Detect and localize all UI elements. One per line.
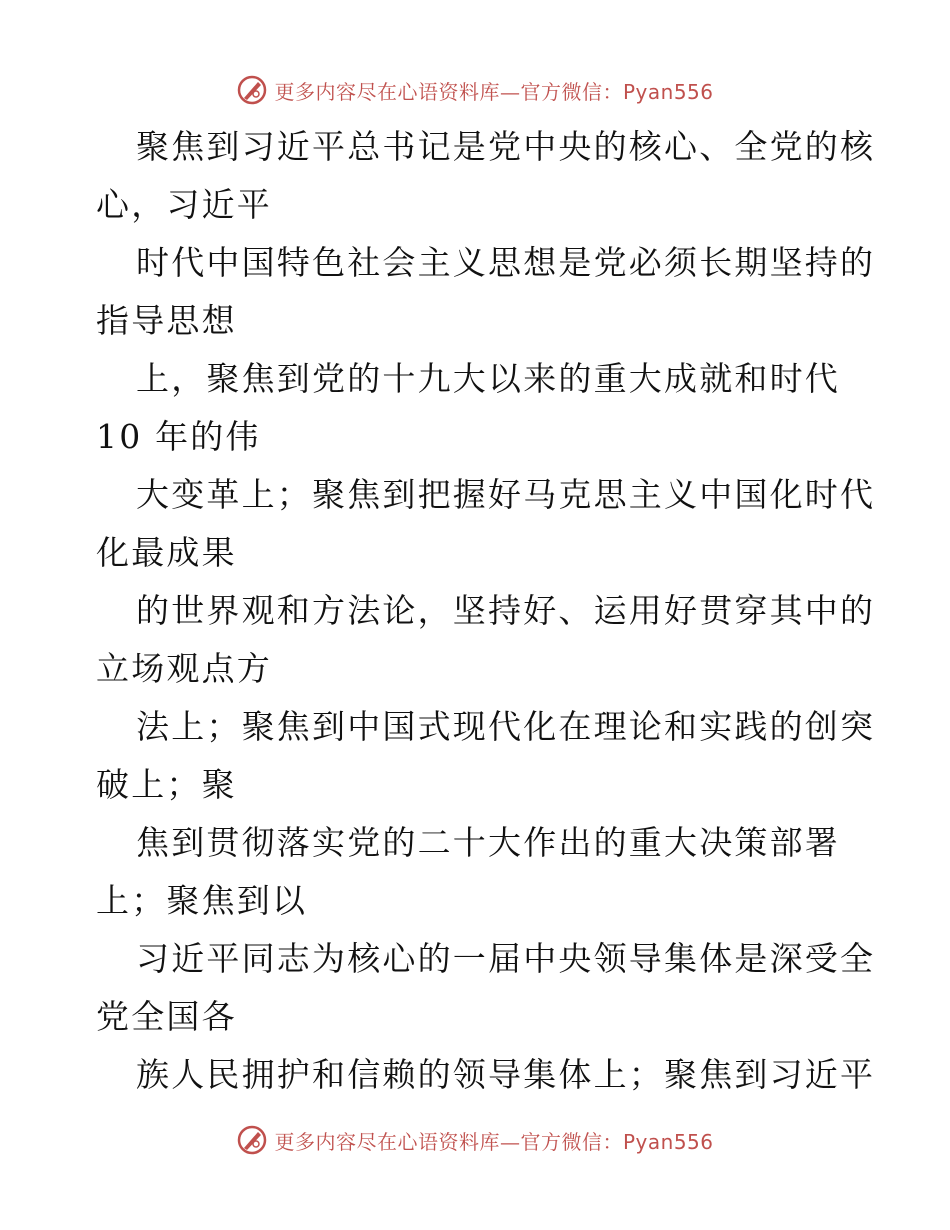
doc-line-13: 焦到贯彻落实党的二十大作出的重大决策部署 xyxy=(136,823,840,862)
doc-line-10: 立场观点方 xyxy=(96,649,272,688)
header-banner-text xyxy=(274,76,713,105)
pen-seal-icon xyxy=(236,74,268,106)
doc-line-9: 的世界观和方法论，坚持好、运用好贯穿其中的 xyxy=(136,591,876,630)
footer-banner xyxy=(0,1120,950,1160)
doc-line-11: 法上；聚焦到中国式现代化在理论和实践的创突 xyxy=(136,707,876,746)
doc-line-6: 10 年的伟 xyxy=(96,417,261,456)
header-banner xyxy=(0,70,950,110)
pen-seal-icon xyxy=(236,1124,268,1156)
doc-line-14: 上；聚焦到以 xyxy=(96,881,308,920)
doc-line-16: 党全国各 xyxy=(96,997,237,1036)
doc-line-1: 聚焦到习近平总书记是党中央的核心、全党的核 xyxy=(136,127,876,166)
header-wechat-id: Pyan556 xyxy=(622,79,714,104)
doc-line-5: 上，聚焦到党的十九大以来的重大成就和时代 xyxy=(136,359,840,398)
document-body xyxy=(96,118,876,1104)
doc-line-15: 习近平同志为核心的一届中央领导集体是深受全 xyxy=(136,939,876,978)
doc-line-2: 心，习近平 xyxy=(96,185,272,224)
doc-line-17: 族人民拥护和信赖的领导集体上；聚焦到习近平 xyxy=(136,1055,876,1094)
doc-line-12: 破上；聚 xyxy=(96,765,237,804)
footer-banner-text xyxy=(274,1126,713,1155)
doc-line-8: 化最成果 xyxy=(96,533,237,572)
doc-line-7: 大变革上；聚焦到把握好马克思主义中国化时代 xyxy=(136,475,876,514)
footer-wechat-id: Pyan556 xyxy=(622,1129,714,1154)
header-banner-label: 更多内容尽在心语资料库—官方微信： xyxy=(274,79,623,104)
doc-line-4: 指导思想 xyxy=(96,301,237,340)
doc-line-3: 时代中国特色社会主义思想是党必须长期坚持的 xyxy=(136,243,876,282)
footer-banner-label: 更多内容尽在心语资料库—官方微信： xyxy=(274,1129,623,1154)
